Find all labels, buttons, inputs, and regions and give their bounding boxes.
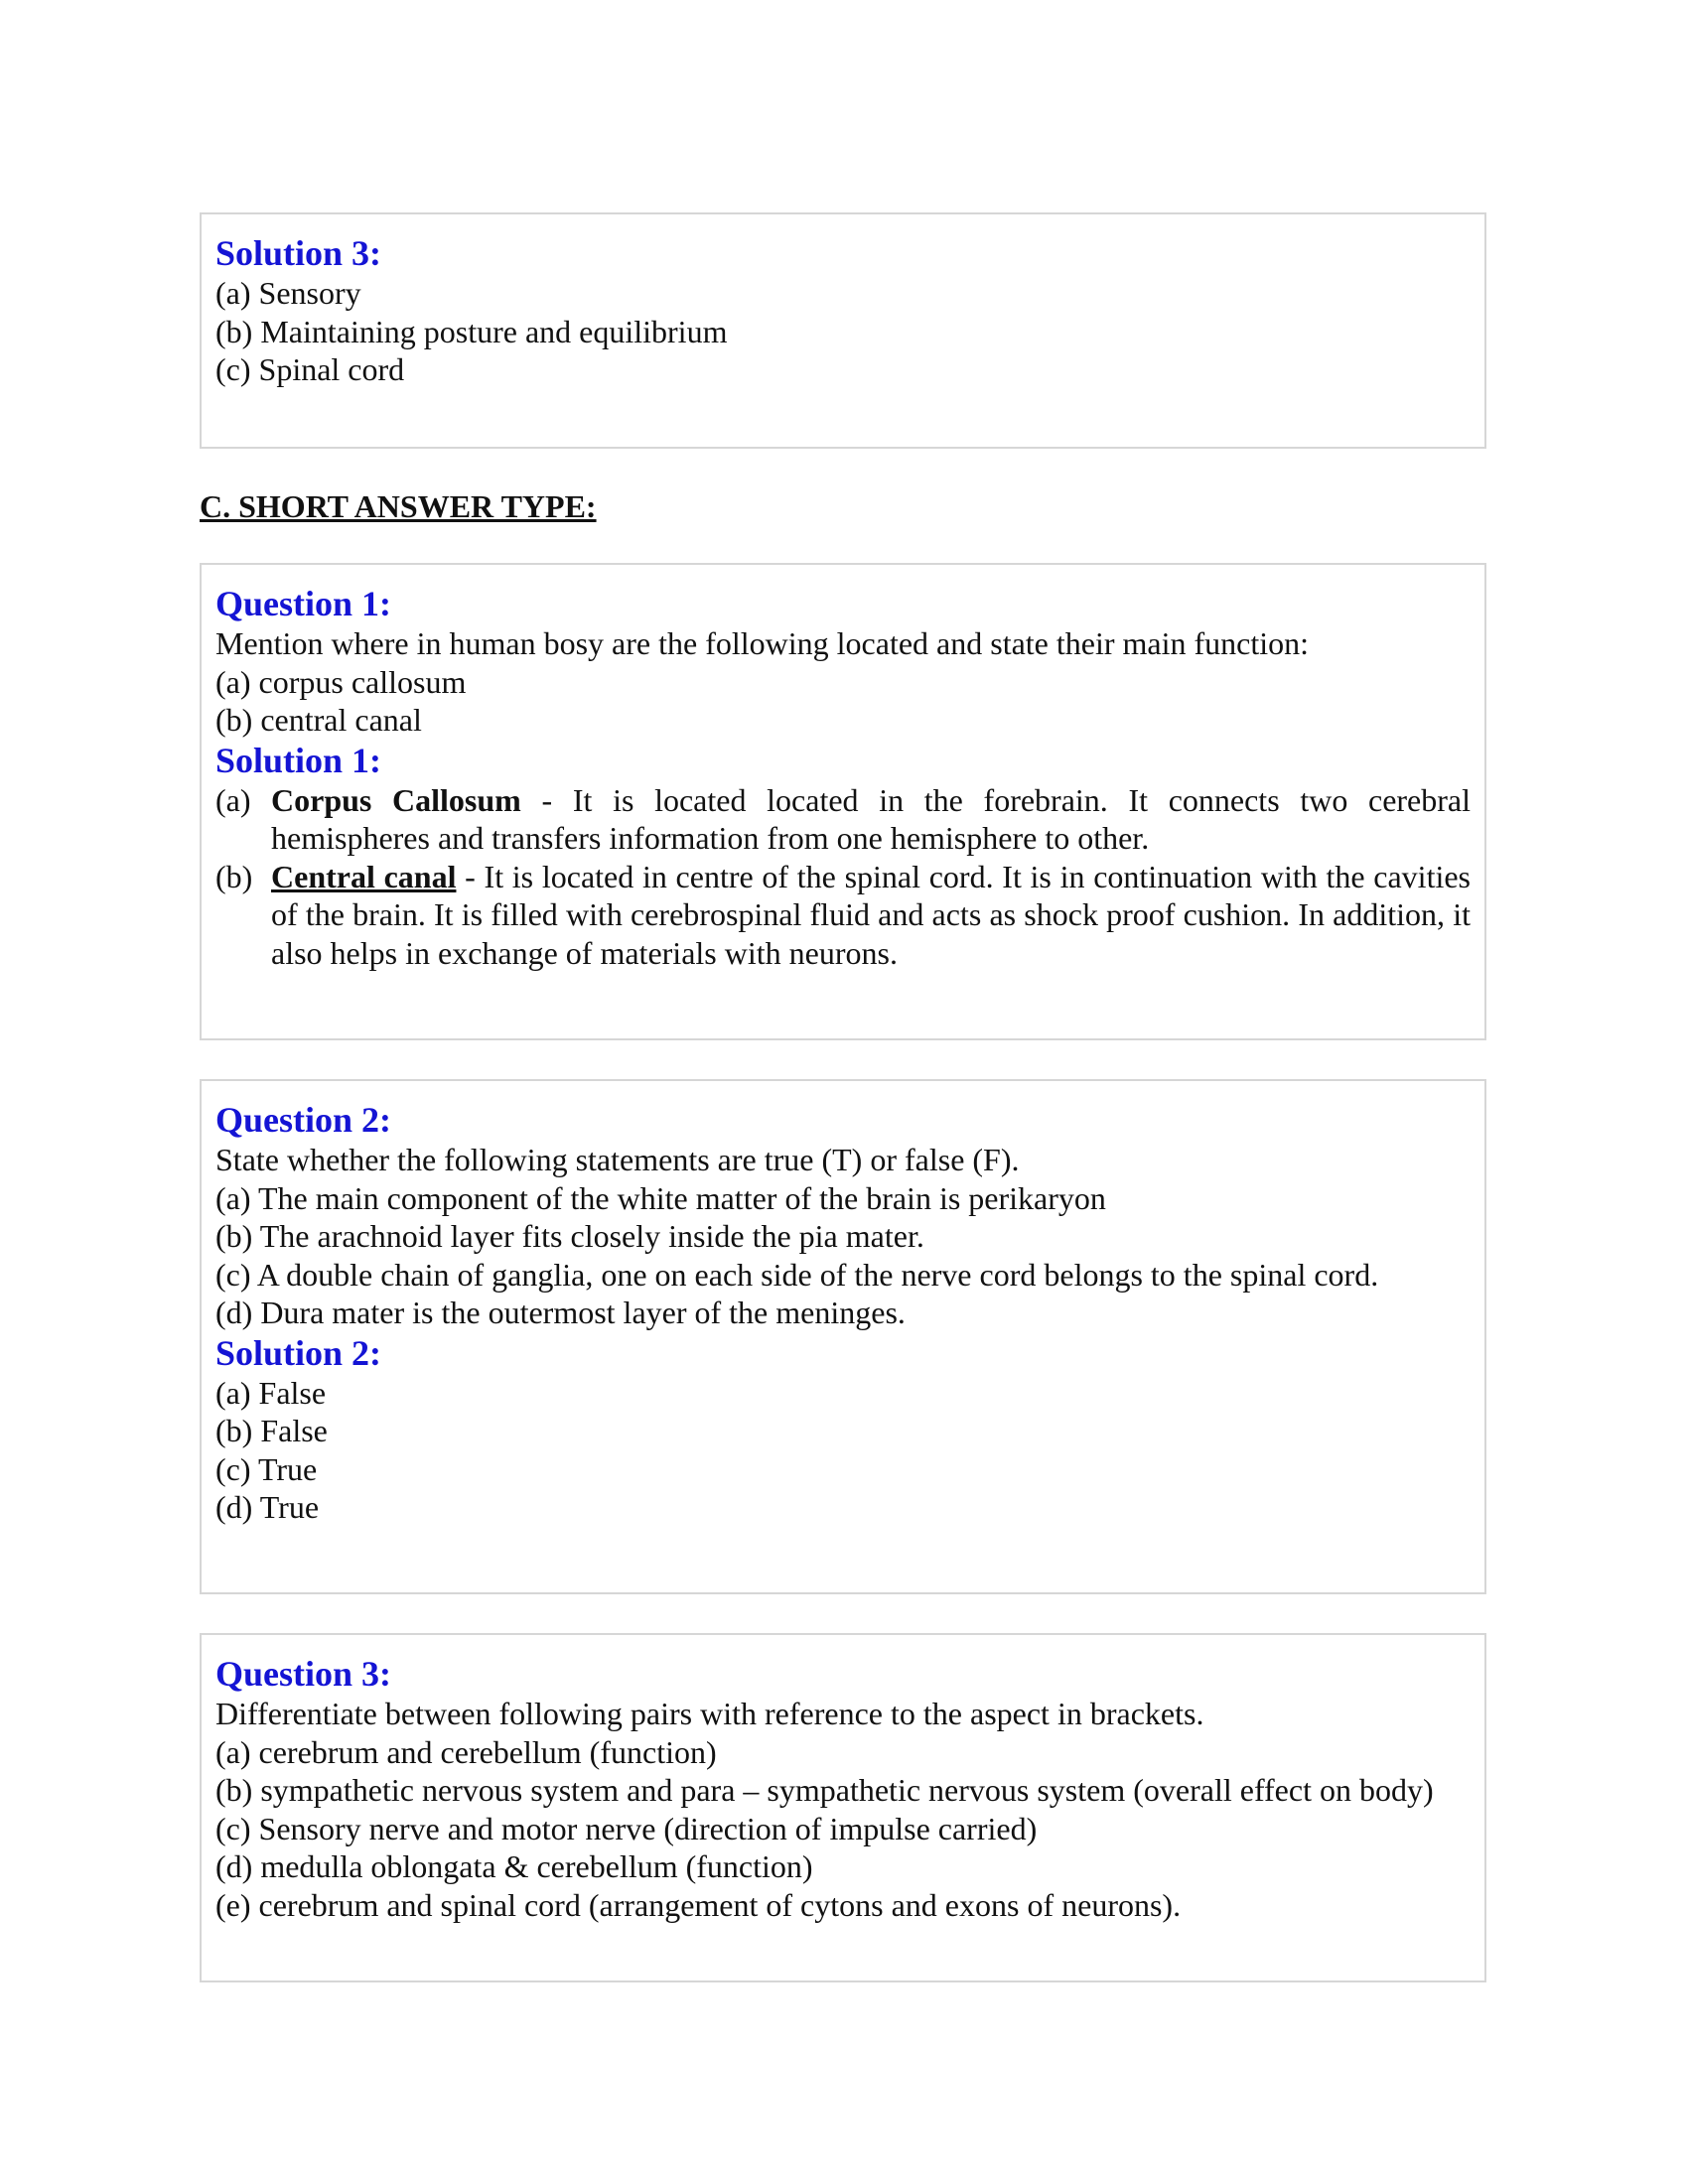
question-1-prompt: Mention where in human bosy are the following located and state their main function: (215, 625, 1310, 661)
question-2-statement-a: (a) The main component of the white matter of the brain is perikaryon (215, 1179, 1106, 1216)
solution-2-heading: Solution 2: (215, 1332, 382, 1373)
question-2-box (200, 1079, 1486, 1594)
solution-3-line-b: (b) Maintaining posture and equilibrium (215, 313, 728, 349)
answer-text: - It is located located in the forebrain. It connects two cerebral hemispheres and transfers information from one hemisphere to other. (271, 781, 1472, 856)
question-3-prompt: Differentiate between following pairs with reference to the aspect in brackets. (215, 1696, 1204, 1731)
question-3-pair-d: (d) medulla oblongata & cerebellum (function) (215, 1848, 813, 1884)
question-1-box (200, 563, 1486, 1040)
solution-3-line-c: (c) Spinal cord (215, 351, 405, 387)
solution-2-answer-b: (b) False (215, 1413, 328, 1448)
solution-1-answer-b (215, 858, 1471, 973)
solution-2-answer-c: (c) True (215, 1450, 318, 1487)
solution-3-line-a: (a) Sensory (215, 275, 361, 311)
question-2-statement-d: (d) Dura mater is the outermost layer of the meninges. (215, 1295, 906, 1330)
question-2-heading: Question 2: (215, 1100, 392, 1140)
answer-text: - It is located in centre of the spinal cord. It is in continuation with the cavities of the brain. It is filled with cerebrospinal fluid and acts as shock proof cushion. In addition, it also helps in exchange of materials with neurons. (271, 858, 1472, 971)
answer-label: (a) (215, 781, 251, 818)
solution-3-heading: Solution 3: (215, 233, 382, 273)
question-1-heading: Question 1: (215, 584, 392, 623)
solution-2-answer-d: (d) True (215, 1489, 320, 1525)
question-2-statement-c: (c) A double chain of ganglia, one on each side of the nerve cord belongs to the spinal cord. (215, 1256, 1379, 1293)
section-c-title: C. SHORT ANSWER TYPE: (200, 488, 597, 524)
answer-term-central-canal: Central canal (271, 858, 457, 894)
question-3-heading: Question 3: (215, 1654, 392, 1694)
solution-1-heading: Solution 1: (215, 740, 382, 780)
answer-term-corpus-callosum: Corpus Callosum (271, 781, 521, 818)
question-1-item-b: (b) central canal (215, 702, 422, 738)
solution-3-box (200, 212, 1486, 449)
question-3-box (200, 1633, 1486, 1982)
answer-label: (b) (215, 858, 253, 894)
question-3-pair-e: (e) cerebrum and spinal cord (arrangement of cytons and exons of neurons). (215, 1886, 1182, 1923)
question-3-pair-c: (c) Sensory nerve and motor nerve (direction of impulse carried) (215, 1810, 1038, 1846)
question-3-pair-b: (b) sympathetic nervous system and para – sympathetic nervous system (overall effect on body) (215, 1772, 1434, 1808)
question-2-prompt: State whether the following statements are true (T) or false (F). (215, 1142, 1020, 1177)
question-2-statement-b: (b) The arachnoid layer fits closely inside the pia mater. (215, 1218, 924, 1254)
solution-2-answer-a: (a) False (215, 1374, 327, 1411)
question-3-pair-a: (a) cerebrum and cerebellum (function) (215, 1733, 717, 1770)
question-1-item-a: (a) corpus callosum (215, 663, 467, 700)
solution-1-answer-a (215, 781, 1471, 858)
